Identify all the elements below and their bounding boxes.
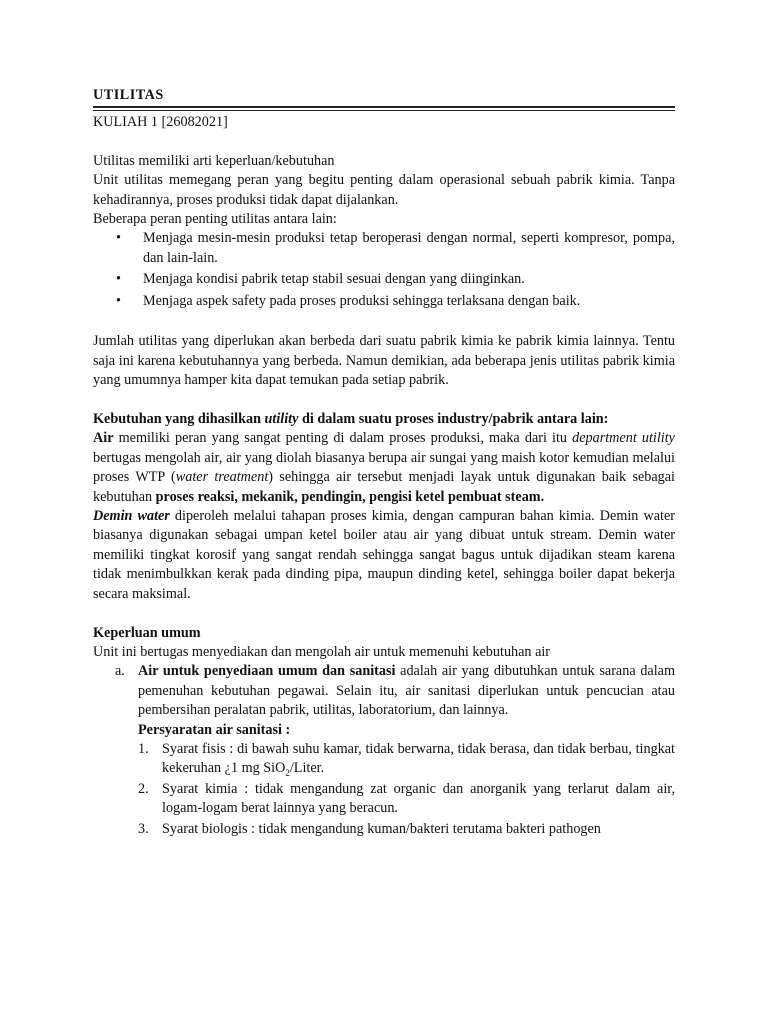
bullet-icon: • — [116, 292, 121, 309]
utility-variation-paragraph: Jumlah utilitas yang diperlukan akan berbeda dari suatu pabrik kimia ke pabrik kimia lainnya. Tentu saja ini karena kebutuhannya yang berbeda. Namun demikian, ada beberapa jenis utilitas pabrik kimia yang umumnya hamper kita dapat temukan pada setiap pabrik. — [93, 333, 675, 389]
item-marker: a. — [115, 663, 125, 680]
bullet-icon: • — [116, 230, 121, 247]
utility-roles-list — [93, 229, 675, 311]
list-item: • Menjaga mesin-mesin produksi tetap beroperasi dengan normal, seperti kompresor, pompa, dan lain-lain. — [116, 230, 675, 266]
spacer — [93, 604, 675, 623]
water-paragraph: Air memiliki peran yang sangat penting di dalam proses produksi, maka dari itu department utility bertugas mengolah air, air yang diolah biasanya berupa air sungai yang maish kotor kemudian melalui proses WTP (water treatment) sehingga air tersebut menjadi layak untuk digunakan baik sebagai kebutuhan proses reaksi, mekanik, pendingin, pengisi ketel pembuat steam. — [93, 430, 675, 505]
sanitation-requirements-heading: Persyaratan air sanitasi : — [138, 721, 291, 738]
intro-list-lead: Beberapa peran penting utilitas antara lain: — [93, 211, 337, 228]
symbol-glyph: ¿ — [224, 760, 231, 777]
needs-heading: Kebutuhan yang dihasilkan utility di dalam suatu proses industry/pabrik antara lain: — [93, 411, 609, 428]
demin-water-paragraph: Demin water diperoleh melalui tahapan proses kimia, dengan campuran bahan kimia. Demin water biasanya digunakan sebagai umpan ketel boiler atau air yang dibuat untuk stream. Demin water memiliki tingkat korosif yang sangat rendah sehingga sangat bagus untuk dijadikan steam karena tidak menimbulkkan kerak pada dinding pipa, maupun dinding ketel, sehingga boiler dapat bekerja secara maksimal. — [93, 508, 675, 602]
sanitation-water-term: Air untuk penyediaan umum dan sanitasi — [138, 663, 396, 680]
list-item: 1. Syarat fisis : di bawah suhu kamar, tidak berwarna, tidak berasa, dan tidak berbau, tingkat kekeruhan ¿1 mg SiO$_2$/Liter. — [138, 740, 675, 779]
demin-water-term: Demin water — [93, 508, 170, 525]
intro-paragraph: Unit utilitas memegang peran yang begitu penting dalam operasional sebuah pabrik kimia. Tanpa kehadirannya, proses produksi tidak dapat dijalankan. — [93, 172, 675, 208]
bullet-icon: • — [116, 271, 121, 288]
document-title: UTILITAS — [93, 87, 164, 103]
water-term: Air — [93, 430, 114, 447]
list-item: 2. Syarat kimia : tidak mengandung zat organic dan anorganik yang terlarut dalam air, logam-logam berat lainnya yang beracun. — [138, 780, 675, 817]
general-needs-heading: Keperluan umum — [93, 624, 201, 641]
list-item: 3. Syarat biologis : tidak mengandung kuman/bakteri terutama bakteri pathogen — [138, 820, 601, 837]
title-underline — [93, 106, 675, 111]
general-item-a: a. Air untuk penyediaan umum dan sanitasi adalah air yang dibutuhkan untuk sarana dalam pemenuhan kebutuhan pegawai. Selain itu, air sanitasi diperlukan untuk pencucian atau pembersihan peralatan pabrik, utilitas, laboratorium, dan lainnya. — [115, 663, 675, 719]
sanitation-requirements-list — [93, 740, 675, 839]
general-needs-text: Unit ini bertugas menyediakan dan mengolah air untuk memenuhi kebutuhan air — [93, 643, 551, 660]
document-body — [93, 86, 675, 840]
spacer — [93, 313, 675, 332]
list-item: • Menjaga kondisi pabrik tetap stabil sesuai dengan yang diinginkan. — [93, 270, 675, 289]
intro-definition: Utilitas memiliki arti keperluan/kebutuhan — [93, 152, 335, 169]
spacer — [93, 391, 675, 410]
list-item: • Menjaga aspek safety pada proses produksi sehingga terlaksana dengan baik. — [93, 292, 675, 311]
spacer — [93, 132, 675, 151]
lecture-label: KULIAH 1 [26082021] — [93, 114, 228, 130]
